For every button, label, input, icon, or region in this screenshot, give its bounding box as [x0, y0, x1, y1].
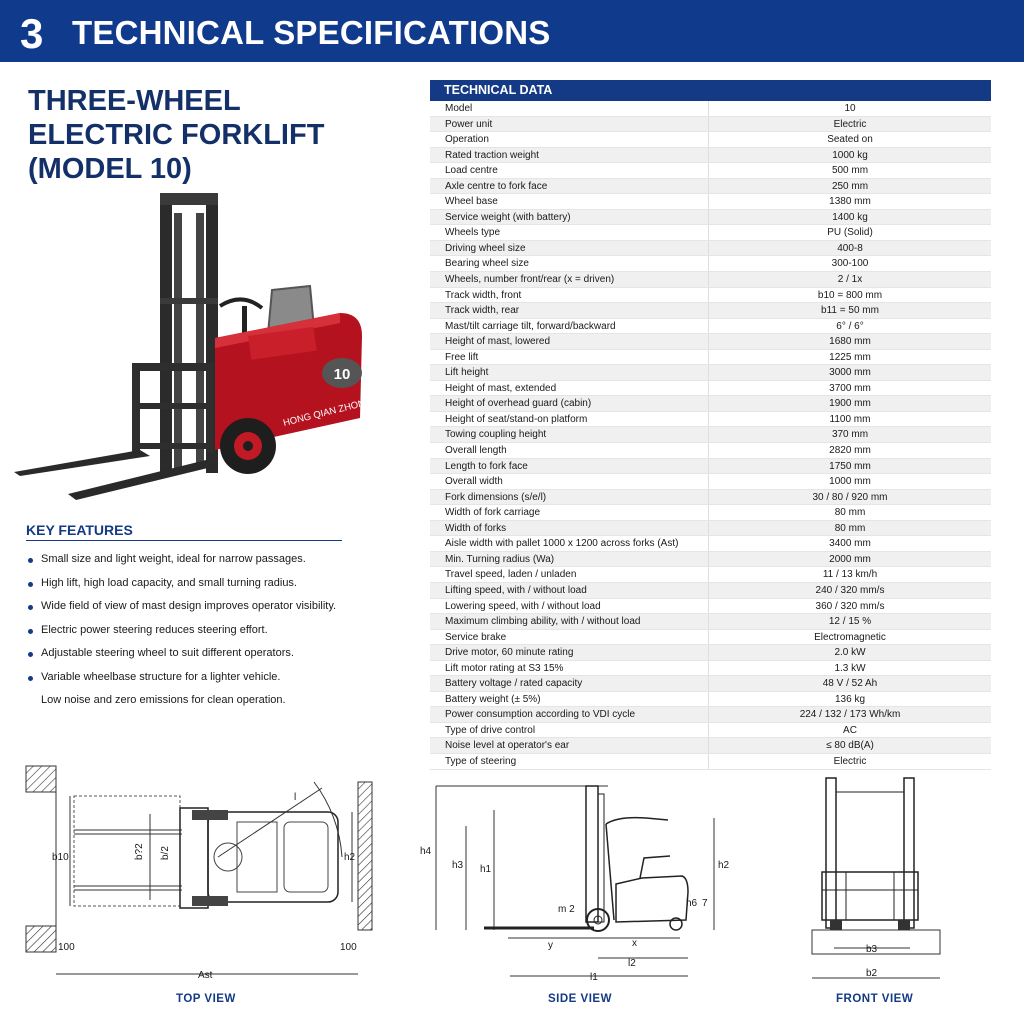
- spec-label: Rated traction weight: [445, 149, 539, 161]
- spec-label: Lowering speed, with / without load: [445, 600, 601, 612]
- spec-value: Electromagnetic: [708, 630, 991, 645]
- spec-row: [430, 536, 991, 552]
- spec-label: Model: [445, 103, 473, 114]
- spec-value: 1380 mm: [708, 194, 991, 209]
- spec-label: Min. Turning radius (Wa): [445, 553, 555, 565]
- spec-value: 1750 mm: [708, 459, 991, 474]
- dim-label: Ast: [198, 970, 213, 981]
- spec-row: [430, 319, 991, 335]
- spec-row: [430, 599, 991, 615]
- spec-row: [430, 288, 991, 304]
- spec-label: Axle centre to fork face: [445, 180, 548, 192]
- spec-row: [430, 552, 991, 568]
- dim-label: y: [548, 940, 553, 951]
- spec-row: [430, 210, 991, 226]
- dim-label: 100: [340, 942, 357, 953]
- dim-label: h2: [344, 852, 356, 863]
- spec-row: [430, 256, 991, 272]
- bullet-icon: [28, 605, 33, 610]
- top-view-label: TOP VIEW: [176, 993, 236, 1005]
- spec-row: [430, 101, 991, 117]
- spec-row: [430, 474, 991, 490]
- spec-label: Battery weight (± 5%): [445, 693, 541, 705]
- feature-item: Adjustable steering wheel to suit different operators.: [26, 642, 416, 666]
- spec-label: Height of mast, lowered: [445, 336, 551, 348]
- product-title-line-2: ELECTRIC FORKLIFT: [28, 119, 325, 151]
- spec-value: 2820 mm: [708, 443, 991, 458]
- dim-label: b3: [866, 944, 878, 955]
- spec-row: [430, 412, 991, 428]
- dim-label: 100: [58, 942, 75, 953]
- spec-row: [430, 505, 991, 521]
- feature-item: Low noise and zero emissions for clean operation.: [41, 694, 286, 706]
- spec-row: [430, 614, 991, 630]
- spec-value: 10: [708, 101, 991, 116]
- spec-label: Battery voltage / rated capacity: [445, 678, 583, 690]
- dim-label: b10: [52, 852, 69, 863]
- spec-value: b10 = 800 mm: [708, 288, 991, 303]
- dim-label: h6: [686, 898, 698, 909]
- spec-row: [430, 303, 991, 319]
- spec-label: Overall length: [445, 445, 507, 457]
- spec-row: [430, 630, 991, 646]
- spec-label: Wheels, number front/rear (x = driven): [445, 274, 615, 286]
- spec-row: [430, 241, 991, 257]
- spec-label: Aisle width with pallet 1000 x 1200 across forks (Ast): [445, 538, 679, 550]
- spec-label: Fork dimensions (s/e/l): [445, 491, 547, 503]
- spec-value: 250 mm: [708, 179, 991, 194]
- spec-value: Electric: [708, 117, 991, 132]
- spec-value: 1680 mm: [708, 334, 991, 349]
- spec-row: [430, 163, 991, 179]
- technical-data-rows: [430, 101, 991, 770]
- spec-row: [430, 427, 991, 443]
- spec-label: Width of forks: [445, 522, 507, 534]
- spec-value: 1400 kg: [708, 210, 991, 225]
- spec-value: 3700 mm: [708, 381, 991, 396]
- key-features-list: [26, 548, 416, 713]
- spec-label: Mast/tilt carriage tilt, forward/backward: [445, 320, 616, 332]
- side-view-label: SIDE VIEW: [548, 993, 612, 1005]
- dim-label: l2: [628, 958, 636, 969]
- spec-value: Electric: [708, 754, 991, 769]
- body-brand: HONG QIAN ZHONG GONG: [282, 388, 405, 429]
- feature-item: Electric power steering reduces steering effort.: [26, 619, 416, 643]
- spec-label: Service weight (with battery): [445, 211, 571, 223]
- spec-label: Load centre: [445, 165, 498, 177]
- body-number: 10: [333, 366, 351, 383]
- header-banner: [0, 0, 1024, 62]
- spec-label: Type of drive control: [445, 724, 536, 736]
- spec-label: Bearing wheel size: [445, 258, 529, 270]
- spec-value: 400-8: [708, 241, 991, 256]
- spec-row: [430, 490, 991, 506]
- side-view-diagram: [418, 780, 748, 990]
- spec-label: Wheels type: [445, 227, 501, 239]
- spec-value: 80 mm: [708, 505, 991, 520]
- spec-row: [430, 521, 991, 537]
- spec-label: Service brake: [445, 631, 507, 643]
- spec-value: PU (Solid): [708, 225, 991, 240]
- spec-value: 300-100: [708, 256, 991, 271]
- spec-label: Power unit: [445, 118, 493, 130]
- spec-row: [430, 334, 991, 350]
- spec-value: Seated on: [708, 132, 991, 147]
- spec-row: [430, 148, 991, 164]
- spec-row: [430, 676, 991, 692]
- spec-row: [430, 194, 991, 210]
- spec-label: Drive motor, 60 minute rating: [445, 647, 574, 659]
- front-view-label: FRONT VIEW: [836, 993, 914, 1005]
- spec-value: 11 / 13 km/h: [708, 567, 991, 582]
- product-title-line-1: THREE-WHEEL: [28, 85, 241, 117]
- spec-label: Height of seat/stand-on platform: [445, 413, 588, 425]
- spec-row: [430, 645, 991, 661]
- spec-value: 3000 mm: [708, 365, 991, 380]
- feature-item: High lift, high load capacity, and small turning radius.: [26, 572, 416, 596]
- bullet-icon: [28, 629, 33, 634]
- dim-label: b?2: [134, 843, 145, 860]
- bullet-icon: [28, 558, 33, 563]
- dim-label: l: [294, 792, 297, 803]
- bullet-icon: [28, 652, 33, 657]
- spec-value: 240 / 320 mm/s: [708, 583, 991, 598]
- spec-row: [430, 723, 991, 739]
- spec-row: [430, 567, 991, 583]
- top-view-diagram: [22, 760, 382, 990]
- spec-value: b11 = 50 mm: [708, 303, 991, 318]
- spec-row: [430, 396, 991, 412]
- spec-label: Towing coupling height: [445, 429, 547, 441]
- spec-row: [430, 707, 991, 723]
- spec-value: 1000 mm: [708, 474, 991, 489]
- front-view-diagram: [806, 772, 946, 986]
- product-title: [28, 84, 408, 186]
- spec-label: Travel speed, laden / unladen: [445, 569, 577, 581]
- dim-label: h1: [480, 864, 492, 875]
- spec-label: Type of steering: [445, 755, 517, 767]
- feature-item: Wide field of view of mast design improves operator visibility.: [26, 595, 416, 619]
- key-features-title: KEY FEATURES: [26, 522, 133, 538]
- dim-label: b/2: [160, 846, 171, 860]
- spec-value: 1.3 kW: [708, 661, 991, 676]
- dim-label: m 2: [558, 904, 575, 915]
- spec-row: [430, 365, 991, 381]
- spec-label: Lift motor rating at S3 15%: [445, 662, 564, 674]
- spec-value: 48 V / 52 Ah: [708, 676, 991, 691]
- spec-label: Maximum climbing ability, with / without load: [445, 616, 641, 628]
- spec-row: [430, 692, 991, 708]
- spec-value: 370 mm: [708, 427, 991, 442]
- spec-value: 2.0 kW: [708, 645, 991, 660]
- spec-value: AC: [708, 723, 991, 738]
- dim-label: x: [632, 938, 637, 949]
- spec-label: Height of overhead guard (cabin): [445, 398, 592, 410]
- spec-row: [430, 738, 991, 754]
- spec-value: 1225 mm: [708, 350, 991, 365]
- spec-value: 1100 mm: [708, 412, 991, 427]
- spec-value: 500 mm: [708, 163, 991, 178]
- spec-label: Track width, front: [445, 289, 522, 301]
- spec-value: ≤ 80 dB(A): [708, 738, 991, 753]
- spec-row: [430, 583, 991, 599]
- section-title: TECHNICAL SPECIFICATIONS: [72, 14, 551, 51]
- spec-value: 6° / 6°: [708, 319, 991, 334]
- spec-row: [430, 117, 991, 133]
- spec-value: 224 / 132 / 173 Wh/km: [708, 707, 991, 722]
- technical-data-table: [430, 80, 991, 770]
- spec-row: [430, 443, 991, 459]
- bullet-icon: [28, 582, 33, 587]
- spec-label: Power consumption according to VDI cycle: [445, 709, 636, 721]
- spec-label: Wheel base: [445, 196, 498, 208]
- spec-value: 1000 kg: [708, 148, 991, 163]
- spec-row: [430, 661, 991, 677]
- spec-label: Width of fork carriage: [445, 507, 541, 519]
- feature-item: Small size and light weight, ideal for narrow passages.: [26, 548, 416, 572]
- spec-label: Noise level at operator's ear: [445, 740, 570, 752]
- spec-row: [430, 350, 991, 366]
- dim-label: h3: [452, 860, 464, 871]
- section-number: 3: [20, 10, 44, 57]
- forklift-image: [10, 188, 405, 508]
- spec-label: Lift height: [445, 367, 489, 379]
- technical-data-title: TECHNICAL DATA: [430, 80, 991, 101]
- spec-label: Lifting speed, with / without load: [445, 584, 587, 596]
- feature-item: Variable wheelbase structure for a lighter vehicle.: [26, 666, 416, 690]
- spec-row: [430, 754, 991, 770]
- spec-value: 136 kg: [708, 692, 991, 707]
- dim-label: l1: [590, 972, 598, 983]
- spec-row: [430, 132, 991, 148]
- spec-value: 3400 mm: [708, 536, 991, 551]
- dim-label: 7: [702, 898, 708, 909]
- spec-row: [430, 381, 991, 397]
- key-features-divider: [26, 540, 342, 541]
- spec-label: Length to fork face: [445, 460, 528, 472]
- product-title-line-3: (MODEL 10): [28, 153, 192, 185]
- spec-value: 2000 mm: [708, 552, 991, 567]
- spec-label: Free lift: [445, 351, 479, 363]
- spec-value: 80 mm: [708, 521, 991, 536]
- spec-row: [430, 179, 991, 195]
- spec-label: Height of mast, extended: [445, 382, 557, 394]
- spec-value: 1900 mm: [708, 396, 991, 411]
- spec-row: [430, 272, 991, 288]
- spec-label: Overall width: [445, 476, 503, 488]
- spec-row: [430, 225, 991, 241]
- spec-row: [430, 459, 991, 475]
- spec-label: Operation: [445, 134, 489, 146]
- spec-value: 360 / 320 mm/s: [708, 599, 991, 614]
- spec-value: 30 / 80 / 920 mm: [708, 490, 991, 505]
- spec-label: Driving wheel size: [445, 242, 526, 254]
- bullet-icon: [28, 676, 33, 681]
- spec-value: 2 / 1x: [708, 272, 991, 287]
- dim-label: b2: [866, 968, 878, 979]
- dim-label: h4: [420, 846, 432, 857]
- spec-value: 12 / 15 %: [708, 614, 991, 629]
- dim-label: h2: [718, 860, 730, 871]
- spec-label: Track width, rear: [445, 305, 520, 317]
